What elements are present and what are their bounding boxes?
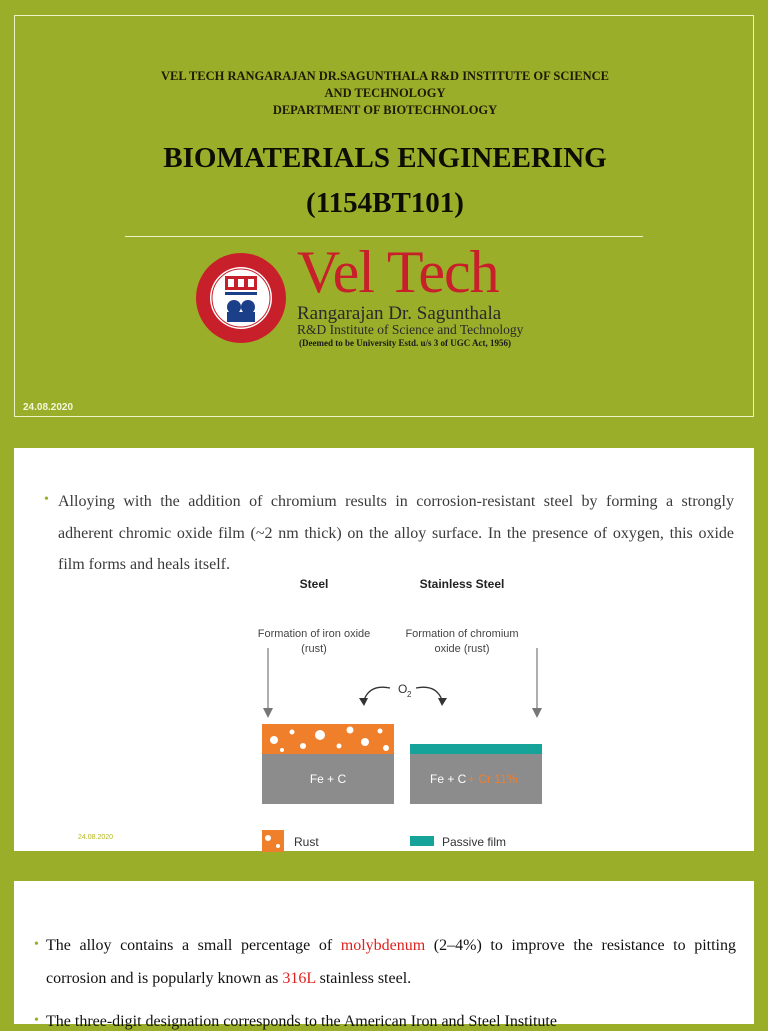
right-down-arrow (532, 648, 542, 718)
course-title: BIOMATERIALS ENGINEERING (163, 142, 607, 174)
steel-vs-stainless-diagram (240, 570, 540, 855)
text-part-b: (2–4%) to improve the resistance to pitting corrosion and is popularly known as (46, 937, 737, 987)
course-heading (15, 136, 755, 226)
brand-logo (297, 239, 524, 350)
brand-subtitle-1: Rangarajan Dr. Sagunthala (297, 303, 502, 324)
divider (125, 236, 643, 237)
department-line: DEPARTMENT OF BIOTECHNOLOGY (272, 103, 498, 117)
oxygen-label: O (398, 682, 408, 696)
right-caption-2: oxide (rust) (434, 643, 490, 655)
left-caption-2: (rust) (301, 643, 327, 655)
left-caption-1: Formation of iron oxide (257, 628, 371, 640)
left-block-label: Fe + C (309, 772, 347, 786)
right-caption-1: Formation of chromium (405, 628, 519, 640)
highlight-molybdenum: molybdenum (340, 937, 426, 954)
slide-date: 24.08.2020 (23, 402, 74, 413)
steel-title: Steel (299, 577, 329, 591)
institute-line-2: AND TECHNOLOGY (324, 86, 446, 100)
legend-rust-label: Rust (294, 835, 319, 849)
corrosion-slide (14, 448, 754, 851)
right-block-label: Fe + C (430, 772, 467, 786)
brand-name: Vel Tech (297, 239, 499, 305)
oxygen-subscript: 2 (407, 690, 412, 699)
bullet-icon: • (34, 1013, 39, 1028)
brand-subtitle-3: (Deemed to be University Estd. u/s 3 of UGC Act, 1956) (299, 338, 511, 348)
left-down-arrow (263, 648, 273, 718)
right-block-extra: + Cr 11% (468, 772, 518, 786)
bullet-paragraph (34, 929, 737, 995)
legend-passive-swatch (410, 836, 434, 846)
rusted-steel-block (262, 724, 394, 804)
brand-subtitle-2: R&D Institute of Science and Technology (297, 322, 524, 337)
title-slide (14, 15, 754, 417)
bullet-paragraph-2 (34, 1013, 736, 1031)
text-part-c: stainless steel. (315, 970, 412, 987)
bullet-icon: • (44, 492, 49, 507)
slide-date: 24.08.2020 (78, 834, 114, 841)
legend-passive-label: Passive film (442, 835, 507, 849)
university-seal-icon (195, 252, 287, 344)
highlight-316l: 316L (282, 970, 316, 987)
bullet-2-text: The three-digit designation corresponds to the American Iron and Steel Institute (46, 1013, 557, 1030)
institute-line-1: VEL TECH RANGARAJAN DR.SAGUNTHALA R&D INSTITUTE OF SCIENCE (161, 69, 609, 83)
bullet-text: Alloying with the addition of chromium results in corrosion-resistant steel by forming a strongly adherent chromic oxide film (~2 nm thick) on the alloy surface. In the presence of oxygen, this oxide film forms and heals itself. (58, 493, 734, 573)
institute-heading (15, 68, 755, 119)
legend-rust-swatch (262, 830, 284, 852)
molybdenum-slide (14, 881, 754, 1030)
bullet-icon: • (34, 937, 39, 952)
text-part-a: The alloy contains a small percentage of (46, 937, 341, 954)
bullet-paragraph (44, 486, 734, 581)
course-code: (1154BT101) (306, 187, 464, 219)
stainless-title: Stainless Steel (419, 577, 505, 591)
